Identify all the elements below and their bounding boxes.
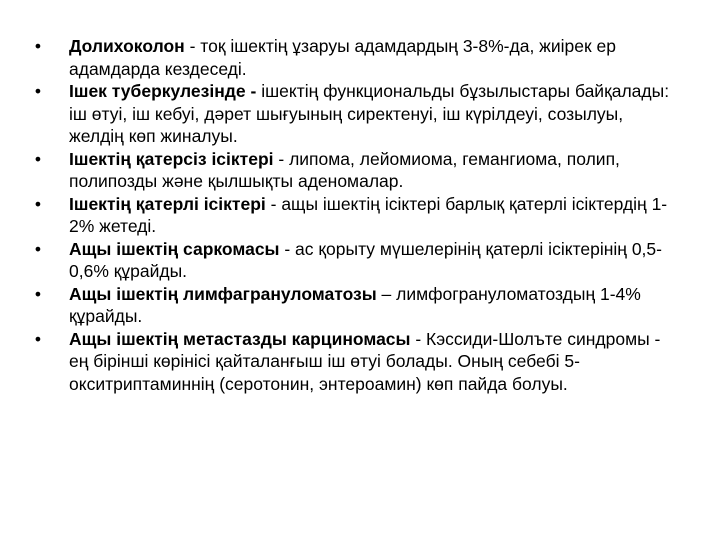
bullet-icon: •	[34, 238, 42, 259]
bullet-icon: •	[34, 193, 42, 214]
bullet-icon: •	[34, 36, 42, 56]
item-text: ішектің функциональды бұзылыстары байқалады: іш өтуі, іш кебуі, дәрет шығуының сиректенуі, іш күрілдеуі, созылуы, желдің көп жиналуы.	[69, 81, 670, 146]
item-text: - Кэссиди-Шолъте синдромы - ең бірінші көрінісі қайталанғыш іш өтуі болады. Оның себебі 5-окситриптаминнің (серотонин, энтероамин) көп пайда болуы.	[69, 328, 661, 394]
item-term: Ішек туберкулезінде -	[69, 81, 257, 101]
list-item	[31, 328, 671, 396]
bullet-icon: •	[34, 328, 42, 349]
item-term: Ішектің қатерсіз ісіктері	[69, 148, 274, 169]
item-term: Долихоколон	[69, 36, 185, 56]
bullet-icon: •	[34, 81, 42, 101]
item-text: - липома, лейомиома, гемангиома, полип, полипозды және қылшықты аденомалар.	[69, 148, 620, 191]
bullet-icon: •	[34, 148, 42, 169]
item-text: - ащы ішектің ісіктері барлық қатерлі ісіктердің 1-2% жетеді.	[69, 193, 668, 236]
item-term: Ащы ішектің саркомасы	[69, 238, 280, 259]
item-text: - ас қорыту мүшелерінің қатерлі ісіктерінің 0,5-0,6% құрайды.	[69, 238, 662, 281]
list-item	[31, 80, 671, 148]
item-term: Ащы ішектің метастазды карциномасы	[69, 328, 411, 349]
bullet-list	[31, 35, 671, 395]
list-item	[31, 148, 671, 193]
list-item	[31, 238, 671, 283]
item-text: - тоқ ішектің ұзаруы адамдардың 3-8%-да, жиірек ер адамдарда кездеседі.	[69, 36, 616, 79]
bullet-icon: •	[34, 283, 42, 304]
list-item	[31, 193, 671, 238]
list-item	[31, 283, 671, 328]
list-item	[31, 35, 671, 80]
item-term: Ішектің қатерлі ісіктері	[69, 193, 266, 214]
item-text: – лимфогрануломатоздың 1-4% құрайды.	[69, 283, 641, 326]
item-term: Ащы ішектің лимфагрануломатозы	[69, 283, 377, 304]
